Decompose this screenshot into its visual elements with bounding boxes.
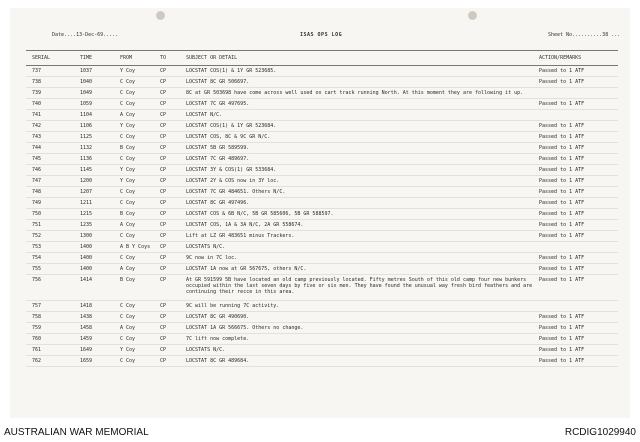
time-cell: 1136: [80, 156, 93, 162]
to-cell: CP: [160, 134, 167, 140]
subject-cell: 7C lift now complete.: [186, 336, 250, 342]
serial-cell: 758: [32, 314, 42, 320]
subject-cell: LOCSTAT COS(1) & 1Y GR 523685.: [186, 68, 277, 74]
subject-cell: LOCSTAT 1A now at GR 567675, others N/C.: [186, 266, 307, 272]
from-cell: Y Coy: [120, 68, 136, 74]
from-cell: A Coy: [120, 325, 136, 331]
log-row: [26, 176, 618, 187]
action-cell: Passed to 1 ATF: [539, 189, 585, 195]
log-row: [26, 220, 618, 231]
subject-cell: LOCSTAT 7C GR 497695.: [186, 101, 250, 107]
column-header-serial: SERIAL: [32, 55, 51, 61]
serial-cell: 741: [32, 112, 42, 118]
from-cell: C Coy: [120, 314, 136, 320]
log-row: [26, 209, 618, 220]
serial-cell: 743: [32, 134, 42, 140]
time-cell: 1235: [80, 222, 93, 228]
subject-cell: 8C at GR 503698 have come across well used ox cart track running North. At this moment they are following it up.: [186, 90, 524, 96]
log-sheet: [10, 8, 630, 418]
time-cell: 1145: [80, 167, 93, 173]
log-row: [26, 345, 618, 356]
log-row: [26, 301, 618, 312]
time-cell: 1458: [80, 325, 93, 331]
subject-cell: LOCSTAT 8C GR 489684.: [186, 358, 250, 364]
action-cell: Passed to 1 ATF: [539, 101, 585, 107]
time-cell: 1037: [80, 68, 93, 74]
log-title: ISAS OPS LOG: [300, 32, 343, 38]
subject-cell: LOCSTAT COS, 8C & 9C GR N/C.: [186, 134, 271, 140]
log-row: [26, 242, 618, 253]
column-header-to: TO: [160, 55, 167, 61]
time-cell: 1400: [80, 266, 93, 272]
to-cell: CP: [160, 178, 167, 184]
binder-holes: [10, 11, 630, 21]
log-row: [26, 312, 618, 323]
log-entries: [26, 66, 618, 367]
to-cell: CP: [160, 358, 167, 364]
subject-cell: LOCSTAT 2Y & COS now in 3Y loc.: [186, 178, 280, 184]
serial-cell: 738: [32, 79, 42, 85]
time-cell: 1049: [80, 90, 93, 96]
to-cell: CP: [160, 325, 167, 331]
time-cell: 1132: [80, 145, 93, 151]
to-cell: CP: [160, 336, 167, 342]
punch-hole: [156, 11, 165, 20]
log-row: [26, 187, 618, 198]
from-cell: C Coy: [120, 189, 136, 195]
archive-footer: [0, 420, 640, 442]
subject-cell: LOCSTAT 8C GR 497496.: [186, 200, 250, 206]
serial-cell: 749: [32, 200, 42, 206]
log-row: [26, 66, 618, 77]
from-cell: C Coy: [120, 156, 136, 162]
from-cell: C Coy: [120, 336, 136, 342]
from-cell: B Coy: [120, 277, 136, 283]
action-cell: Passed to 1 ATF: [539, 68, 585, 74]
subject-cell: LOCSTAT 1A GR 566675. Others no change.: [186, 325, 304, 331]
from-cell: B Coy: [120, 145, 136, 151]
from-cell: C Coy: [120, 134, 136, 140]
time-cell: 1106: [80, 123, 93, 129]
from-cell: A B Y Coys: [120, 244, 151, 250]
subject-cell: 9C will be running 7C activity.: [186, 303, 280, 309]
serial-cell: 761: [32, 347, 42, 353]
from-cell: C Coy: [120, 79, 136, 85]
from-cell: C Coy: [120, 255, 136, 261]
document-id: RCDIG1029940: [564, 427, 636, 438]
to-cell: CP: [160, 167, 167, 173]
log-row: [26, 356, 618, 367]
action-cell: Passed to 1 ATF: [539, 134, 585, 140]
time-cell: 1211: [80, 200, 93, 206]
action-cell: Passed to 1 ATF: [539, 167, 585, 173]
serial-cell: 746: [32, 167, 42, 173]
log-row: [26, 264, 618, 275]
to-cell: CP: [160, 244, 167, 250]
punch-hole: [468, 11, 477, 20]
action-cell: Passed to 1 ATF: [539, 211, 585, 217]
action-cell: Passed to 1 ATF: [539, 145, 585, 151]
time-cell: 1649: [80, 347, 93, 353]
time-cell: 1200: [80, 178, 93, 184]
to-cell: CP: [160, 222, 167, 228]
serial-cell: 756: [32, 277, 42, 283]
subject-cell: LOCSTAT 7C GR 484651. Others N/C.: [186, 189, 286, 195]
log-row: [26, 323, 618, 334]
from-cell: C Coy: [120, 303, 136, 309]
subject-cell: LOCSTAT 5B GR 589599.: [186, 145, 250, 151]
time-cell: 1438: [80, 314, 93, 320]
action-cell: Passed to 1 ATF: [539, 336, 585, 342]
to-cell: CP: [160, 277, 167, 283]
action-cell: Passed to 1 ATF: [539, 200, 585, 206]
log-row: [26, 198, 618, 209]
subject-cell: LOCSTATS N/C.: [186, 244, 226, 250]
subject-cell: LOCSTAT N/C.: [186, 112, 223, 118]
serial-cell: 754: [32, 255, 42, 261]
to-cell: CP: [160, 123, 167, 129]
action-cell: Passed to 1 ATF: [539, 358, 585, 364]
from-cell: A Coy: [120, 266, 136, 272]
subject-cell: LOCSTAT 7C GR 489697.: [186, 156, 250, 162]
from-cell: A Coy: [120, 222, 136, 228]
subject-cell: LOCSTAT COS & 6B N/C, 5B GR 585606, 5B GR 588597.: [186, 211, 334, 217]
serial-cell: 742: [32, 123, 42, 129]
to-cell: CP: [160, 101, 167, 107]
serial-cell: 751: [32, 222, 42, 228]
time-cell: 1104: [80, 112, 93, 118]
action-cell: Passed to 1 ATF: [539, 314, 585, 320]
to-cell: CP: [160, 303, 167, 309]
subject-cell: LOCSTAT 8C GR 490690.: [186, 314, 250, 320]
from-cell: Y Coy: [120, 167, 136, 173]
serial-cell: 759: [32, 325, 42, 331]
time-cell: 1400: [80, 255, 93, 261]
log-row: [26, 99, 618, 110]
subject-cell: LOCSTAT 3Y & COS(1) GR 533684.: [186, 167, 277, 173]
to-cell: CP: [160, 189, 167, 195]
log-row: [26, 121, 618, 132]
action-cell: Passed to 1 ATF: [539, 347, 585, 353]
time-cell: 1459: [80, 336, 93, 342]
archive-name: AUSTRALIAN WAR MEMORIAL: [4, 427, 149, 438]
time-cell: 1215: [80, 211, 93, 217]
subject-cell: LOCSTAT COS(1) & 1Y GR 523684.: [186, 123, 277, 129]
action-cell: Passed to 1 ATF: [539, 178, 585, 184]
to-cell: CP: [160, 266, 167, 272]
to-cell: CP: [160, 156, 167, 162]
to-cell: CP: [160, 255, 167, 261]
log-row: [26, 253, 618, 264]
log-row: [26, 154, 618, 165]
time-cell: 1059: [80, 101, 93, 107]
action-cell: Passed to 1 ATF: [539, 222, 585, 228]
action-cell: Passed to 1 ATF: [539, 156, 585, 162]
time-cell: 1125: [80, 134, 93, 140]
action-cell: Passed to 1 ATF: [539, 266, 585, 272]
serial-cell: 740: [32, 101, 42, 107]
from-cell: C Coy: [120, 358, 136, 364]
action-cell: Passed to 1 ATF: [539, 233, 585, 239]
serial-cell: 737: [32, 68, 42, 74]
action-cell: Passed to 1 ATF: [539, 123, 585, 129]
time-cell: 1418: [80, 303, 93, 309]
action-cell: Passed to 1 ATF: [539, 277, 585, 283]
time-cell: 1040: [80, 79, 93, 85]
serial-cell: 755: [32, 266, 42, 272]
to-cell: CP: [160, 233, 167, 239]
serial-cell: 739: [32, 90, 42, 96]
log-row: [26, 165, 618, 176]
from-cell: C Coy: [120, 233, 136, 239]
log-row: [26, 110, 618, 121]
serial-cell: 752: [32, 233, 42, 239]
serial-cell: 760: [32, 336, 42, 342]
serial-cell: 748: [32, 189, 42, 195]
from-cell: B Coy: [120, 211, 136, 217]
to-cell: CP: [160, 79, 167, 85]
from-cell: Y Coy: [120, 178, 136, 184]
sheet-number: Sheet No..........38 ...: [548, 32, 621, 38]
time-cell: 1400: [80, 244, 93, 250]
to-cell: CP: [160, 200, 167, 206]
subject-cell: LOCSTAT COS, 1A & 3A N/C, 2A GR 558674.: [186, 222, 304, 228]
log-row: [26, 132, 618, 143]
time-cell: 1207: [80, 189, 93, 195]
subject-cell: 9C now in 7C loc.: [186, 255, 238, 261]
to-cell: CP: [160, 112, 167, 118]
column-header-action: ACTION/REMARKS: [539, 55, 582, 61]
column-header-from: FROM: [120, 55, 133, 61]
column-header-subject: SUBJECT OR DETAIL: [186, 55, 238, 61]
date-line: Date....13-Dec-69.....: [52, 32, 119, 38]
to-cell: CP: [160, 68, 167, 74]
subject-cell: At GR 591599 5B have located an old camp previously located. Fifty metres South of this old camp four new bunkers occupied within the last seven days by five or six men. They have found the unusual way fresh bird feathers and are continuing their recce in this area.: [186, 277, 533, 295]
serial-cell: 750: [32, 211, 42, 217]
log-row: [26, 88, 618, 99]
serial-cell: 757: [32, 303, 42, 309]
to-cell: CP: [160, 90, 167, 96]
log-row: [26, 275, 618, 301]
log-row: [26, 231, 618, 242]
serial-cell: 747: [32, 178, 42, 184]
time-cell: 1300: [80, 233, 93, 239]
log-row: [26, 334, 618, 345]
to-cell: CP: [160, 314, 167, 320]
from-cell: Y Coy: [120, 123, 136, 129]
to-cell: CP: [160, 347, 167, 353]
from-cell: C Coy: [120, 101, 136, 107]
from-cell: A Coy: [120, 112, 136, 118]
column-header-time: TIME: [80, 55, 93, 61]
serial-cell: 753: [32, 244, 42, 250]
action-cell: Passed to 1 ATF: [539, 79, 585, 85]
subject-cell: Lift at LZ GR 483651 minus Trackers.: [186, 233, 295, 239]
from-cell: C Coy: [120, 200, 136, 206]
subject-cell: LOCSTAT 8C GR 506697.: [186, 79, 250, 85]
to-cell: CP: [160, 211, 167, 217]
action-cell: Passed to 1 ATF: [539, 255, 585, 261]
log-row: [26, 77, 618, 88]
to-cell: CP: [160, 145, 167, 151]
table-header: [26, 50, 618, 66]
from-cell: C Coy: [120, 90, 136, 96]
action-cell: Passed to 1 ATF: [539, 325, 585, 331]
serial-cell: 745: [32, 156, 42, 162]
time-cell: 1414: [80, 277, 93, 283]
time-cell: 1659: [80, 358, 93, 364]
from-cell: Y Coy: [120, 347, 136, 353]
log-row: [26, 143, 618, 154]
subject-cell: LOCSTATS N/C.: [186, 347, 226, 353]
row-divider: [26, 366, 618, 367]
serial-cell: 744: [32, 145, 42, 151]
serial-cell: 762: [32, 358, 42, 364]
